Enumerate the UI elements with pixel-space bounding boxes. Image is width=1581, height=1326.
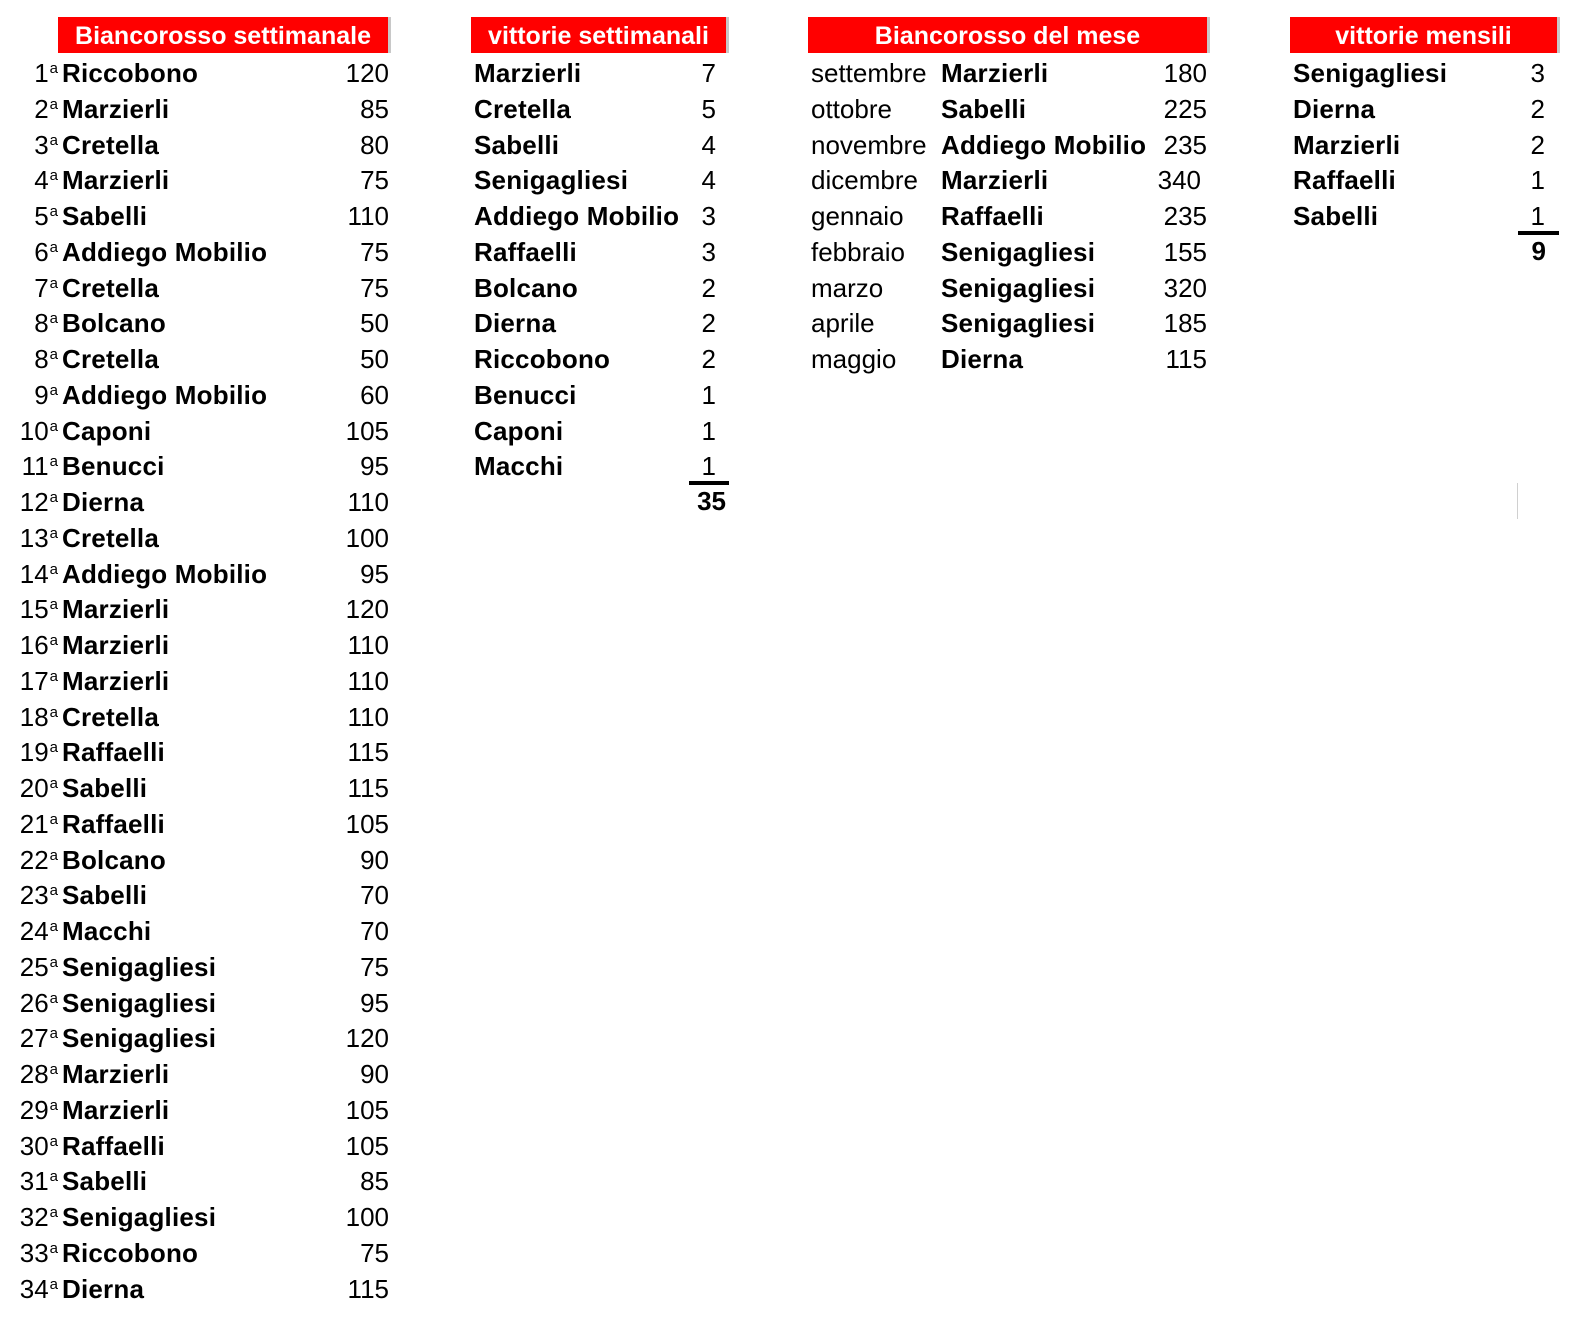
player-name: Dierna — [1293, 93, 1376, 124]
player-name: Dierna — [62, 487, 145, 517]
player-name: Cretella — [62, 272, 159, 303]
table-row — [0, 949, 395, 985]
points-value: 85 — [360, 93, 389, 124]
table-row — [0, 341, 395, 377]
rank-number: 28 — [19, 1059, 49, 1089]
player-name: Senigagliesi — [941, 236, 1096, 267]
total-value: 9 — [1531, 235, 1546, 266]
points-value: 115 — [347, 773, 389, 803]
points-value: 120 — [345, 58, 389, 88]
table-row — [0, 627, 395, 663]
points-value: 115 — [347, 1273, 389, 1304]
table-row — [1293, 55, 1545, 91]
rank-number: 23 — [19, 880, 49, 911]
player-name: Sabelli — [474, 129, 560, 160]
points-value: 70 — [360, 916, 389, 946]
player-name: Marzierli — [941, 165, 1049, 196]
table-row — [811, 127, 1207, 163]
rank-suffix: a — [49, 1239, 58, 1257]
player-name: Senigagliesi — [941, 272, 1096, 303]
points-value: 50 — [360, 344, 389, 374]
rank-suffix: a — [49, 846, 58, 864]
rank-suffix: a — [49, 918, 58, 935]
month-label: settembre — [811, 58, 927, 88]
table-row — [0, 591, 395, 627]
total-value: 35 — [697, 486, 726, 516]
table-row — [811, 341, 1207, 377]
rank-suffix: a — [49, 1025, 58, 1043]
table-row — [474, 305, 716, 341]
rank-suffix: a — [49, 274, 58, 292]
rank-suffix: a — [49, 775, 58, 792]
player-name: Marzierli — [62, 1059, 170, 1089]
points-value: 60 — [360, 379, 389, 410]
rank-number: 9 — [34, 379, 49, 410]
points-value: 110 — [347, 201, 389, 231]
table-row — [0, 520, 395, 556]
table-row — [474, 55, 716, 91]
points-value: 100 — [345, 522, 389, 553]
wins-value: 2 — [701, 272, 716, 303]
rank-number: 3 — [34, 129, 49, 160]
rank-number: 32 — [19, 1202, 49, 1232]
player-name: Bolcano — [62, 308, 166, 339]
player-name: Raffaelli — [474, 236, 577, 267]
table-row — [0, 806, 395, 842]
player-name: Dierna — [941, 344, 1024, 374]
player-name: Raffaelli — [941, 201, 1044, 231]
points-value: 100 — [345, 1202, 389, 1232]
rank-suffix: a — [49, 1061, 58, 1078]
rank-suffix: a — [49, 810, 58, 828]
rank-number: 8 — [34, 308, 49, 339]
table-row — [0, 127, 395, 163]
table-row — [1293, 91, 1545, 127]
wins-value: 4 — [701, 165, 716, 196]
player-name: Cretella — [62, 701, 159, 732]
table-row — [0, 913, 395, 949]
rank-suffix: a — [49, 739, 58, 757]
table-row — [811, 55, 1207, 91]
table-row — [1293, 162, 1545, 198]
month-label: marzo — [811, 272, 884, 303]
points-value: 235 — [1163, 129, 1207, 160]
rank-suffix: a — [49, 417, 58, 435]
wins-value: 1 — [1530, 165, 1545, 196]
points-value: 75 — [360, 165, 389, 196]
table-row — [0, 234, 395, 270]
player-name: Marzierli — [62, 93, 170, 124]
wins-value: 1 — [701, 379, 716, 410]
month-label: dicembre — [811, 165, 918, 196]
table-row — [474, 198, 716, 234]
points-value: 105 — [345, 1094, 389, 1125]
player-name: Addiego Mobilio — [62, 236, 268, 267]
points-value: 110 — [347, 630, 389, 660]
rank-number: 20 — [19, 773, 49, 803]
wins-value: 1 — [701, 451, 716, 482]
player-name: Raffaelli — [1293, 165, 1396, 196]
player-name: Senigagliesi — [1293, 58, 1448, 88]
wins-value: 2 — [1530, 93, 1545, 124]
rank-suffix: a — [49, 1132, 58, 1150]
rank-suffix: a — [49, 203, 58, 220]
points-value: 95 — [360, 558, 389, 589]
player-name: Sabelli — [1293, 201, 1379, 231]
rank-number: 15 — [19, 594, 49, 625]
rank-suffix: a — [49, 524, 58, 542]
player-name: Sabelli — [62, 1166, 148, 1197]
table-row — [811, 234, 1207, 270]
rank-number: 8 — [34, 344, 49, 374]
rank-suffix: a — [49, 596, 58, 614]
player-name: Senigagliesi — [62, 1023, 217, 1054]
rank-number: 5 — [34, 201, 49, 231]
player-name: Senigagliesi — [62, 951, 217, 982]
rank-suffix: a — [49, 60, 58, 77]
month-label: aprile — [811, 308, 875, 339]
table-row — [1293, 198, 1545, 234]
month-label: maggio — [811, 344, 897, 374]
player-name: Sabelli — [62, 201, 148, 231]
table-row — [0, 842, 395, 878]
table-row — [0, 162, 395, 198]
table-row — [0, 1020, 395, 1056]
wins-value: 2 — [701, 308, 716, 339]
player-name: Cretella — [62, 344, 159, 374]
rank-suffix: a — [49, 310, 58, 328]
player-name: Marzierli — [62, 665, 170, 696]
points-value: 115 — [1165, 344, 1207, 374]
wins-value: 7 — [701, 58, 716, 88]
player-name: Caponi — [62, 415, 152, 446]
table-row — [0, 305, 395, 341]
table-row — [0, 484, 395, 520]
player-name: Riccobono — [62, 58, 199, 88]
rank-suffix: a — [49, 131, 58, 149]
player-name: Raffaelli — [62, 1130, 165, 1161]
points-value: 115 — [347, 737, 389, 768]
rank-number: 7 — [34, 272, 49, 303]
rank-suffix: a — [49, 95, 58, 113]
month-label: novembre — [811, 129, 927, 160]
points-value: 95 — [360, 987, 389, 1018]
table-row — [0, 1056, 395, 1092]
rank-suffix: a — [49, 453, 58, 471]
player-name: Addiego Mobilio — [62, 379, 268, 410]
rank-number: 4 — [34, 165, 49, 196]
rank-number: 19 — [19, 737, 49, 768]
table-row — [811, 270, 1207, 306]
player-name: Addiego Mobilio — [62, 558, 268, 589]
rank-number: 27 — [19, 1023, 49, 1054]
monthly-header: Biancorosso del mese — [808, 17, 1210, 53]
points-value: 75 — [360, 1237, 389, 1268]
rank-number: 31 — [19, 1166, 49, 1197]
points-value: 90 — [360, 1059, 389, 1089]
table-row — [811, 198, 1207, 234]
rank-number: 34 — [19, 1273, 49, 1304]
points-value: 95 — [360, 451, 389, 482]
table-row — [0, 1128, 395, 1164]
rank-number: 29 — [19, 1094, 49, 1125]
player-name: Cretella — [62, 129, 159, 160]
points-value: 50 — [360, 308, 389, 339]
points-value: 75 — [360, 951, 389, 982]
wins-value: 3 — [1530, 58, 1545, 88]
player-name: Sabelli — [62, 880, 148, 911]
player-name: Marzierli — [62, 594, 170, 625]
rank-suffix: a — [49, 667, 58, 685]
rank-number: 16 — [19, 630, 49, 660]
player-name: Dierna — [62, 1273, 145, 1304]
rank-label — [0, 1271, 58, 1312]
player-name: Bolcano — [474, 272, 578, 303]
player-name: Senigagliesi — [62, 1202, 217, 1232]
points-value: 225 — [1163, 93, 1207, 124]
player-name: Marzierli — [1293, 129, 1401, 160]
points-value: 155 — [1163, 236, 1207, 267]
wins-value: 4 — [701, 129, 716, 160]
points-value: 105 — [345, 415, 389, 446]
player-name: Addiego Mobilio — [941, 129, 1147, 160]
points-value: 70 — [360, 880, 389, 911]
rank-number: 6 — [34, 236, 49, 267]
player-name: Sabelli — [62, 773, 148, 803]
rank-suffix: a — [49, 167, 58, 185]
player-name: Marzierli — [941, 58, 1049, 88]
table-row — [0, 877, 395, 913]
points-value: 110 — [347, 487, 389, 517]
table-row — [0, 55, 395, 91]
points-value: 110 — [347, 665, 389, 696]
player-name: Marzierli — [62, 630, 170, 660]
points-value: 235 — [1163, 201, 1207, 231]
rank-number: 17 — [19, 665, 49, 696]
wins-value: 3 — [701, 201, 716, 231]
rank-number: 33 — [19, 1237, 49, 1268]
rank-suffix: a — [49, 989, 58, 1007]
rank-number: 24 — [19, 916, 49, 946]
rank-number: 18 — [19, 701, 49, 732]
rank-number: 11 — [21, 451, 49, 482]
month-label: gennaio — [811, 201, 904, 231]
table-row — [474, 270, 716, 306]
table-row — [474, 341, 716, 377]
table-row — [0, 448, 395, 484]
table-row — [811, 91, 1207, 127]
rank-number: 30 — [19, 1130, 49, 1161]
table-row — [811, 305, 1207, 341]
player-name: Senigagliesi — [62, 987, 217, 1018]
table-row — [811, 162, 1207, 198]
points-value: 120 — [345, 594, 389, 625]
rank-number: 25 — [19, 951, 49, 982]
rank-number: 13 — [19, 522, 49, 553]
wins-value: 2 — [701, 344, 716, 374]
table-row — [0, 1235, 395, 1271]
player-name: Caponi — [474, 415, 564, 446]
table-row — [0, 377, 395, 413]
rank-number: 12 — [19, 487, 49, 517]
table-row — [0, 91, 395, 127]
player-name: Macchi — [62, 916, 152, 946]
points-value: 90 — [360, 844, 389, 875]
points-value: 185 — [1163, 308, 1207, 339]
rank-suffix: a — [49, 238, 58, 256]
table-row — [0, 198, 395, 234]
wins-value: 2 — [1530, 129, 1545, 160]
wins-value: 3 — [701, 236, 716, 267]
rank-number: 2 — [34, 93, 49, 124]
player-name: Marzierli — [474, 58, 582, 88]
rank-suffix: a — [49, 560, 58, 578]
player-name: Marzierli — [62, 165, 170, 196]
player-name: Senigagliesi — [474, 165, 629, 196]
points-value: 320 — [1163, 272, 1207, 303]
rank-suffix: a — [49, 1168, 58, 1186]
rank-number: 26 — [19, 987, 49, 1018]
table-row — [0, 1092, 395, 1128]
month-label: ottobre — [811, 93, 892, 124]
table-row — [0, 699, 395, 735]
player-name: Cretella — [474, 93, 571, 124]
wins-value: 5 — [701, 93, 716, 124]
rank-suffix: a — [49, 381, 58, 399]
table-row — [0, 1163, 395, 1199]
table-row — [474, 448, 716, 484]
rank-suffix: a — [49, 346, 58, 363]
player-name: Senigagliesi — [941, 308, 1096, 339]
player-name: Dierna — [474, 308, 557, 339]
player-name: Sabelli — [941, 93, 1027, 124]
table-row — [474, 377, 716, 413]
points-value: 340 — [1157, 165, 1201, 196]
rank-suffix: a — [49, 489, 58, 506]
table-row — [0, 770, 395, 806]
month-label: febbraio — [811, 236, 905, 267]
weekly-wins-header: vittorie settimanali — [471, 17, 729, 53]
player-name: Benucci — [474, 379, 577, 410]
wins-value: 1 — [1530, 201, 1545, 231]
rank-suffix: a — [49, 953, 58, 971]
rank-suffix: a — [49, 1275, 58, 1293]
table-row — [0, 985, 395, 1021]
table-row — [474, 413, 716, 449]
player-name: Benucci — [62, 451, 165, 482]
table-row — [0, 663, 395, 699]
rank-number: 22 — [19, 844, 49, 875]
cell-border-mark — [1517, 483, 1518, 519]
rank-suffix: a — [49, 632, 58, 649]
points-value: 110 — [347, 701, 389, 732]
player-name: Bolcano — [62, 844, 166, 875]
points-value: 75 — [360, 236, 389, 267]
player-name: Raffaelli — [62, 737, 165, 768]
table-row — [474, 234, 716, 270]
player-name: Raffaelli — [62, 808, 165, 839]
player-name: Riccobono — [62, 1237, 199, 1268]
table-row — [0, 413, 395, 449]
weekly-header: Biancorosso settimanale — [58, 17, 391, 53]
table-row — [0, 1271, 395, 1307]
points-value: 180 — [1163, 58, 1207, 88]
points-value: 105 — [345, 808, 389, 839]
monthly-wins-header: vittorie mensili — [1290, 17, 1560, 53]
points-value: 85 — [360, 1166, 389, 1197]
points-value: 105 — [345, 1130, 389, 1161]
rank-suffix: a — [49, 703, 58, 721]
points-value: 75 — [360, 272, 389, 303]
points-value: 120 — [345, 1023, 389, 1054]
table-row — [474, 127, 716, 163]
player-name: Marzierli — [62, 1094, 170, 1125]
table-row — [0, 556, 395, 592]
rank-number: 21 — [19, 808, 49, 839]
rank-suffix: a — [49, 882, 58, 900]
player-name: Macchi — [474, 451, 564, 482]
table-row — [474, 91, 716, 127]
points-value: 80 — [360, 129, 389, 160]
table-row — [0, 734, 395, 770]
player-name: Addiego Mobilio — [474, 201, 680, 231]
table-row — [1293, 127, 1545, 163]
player-name: Cretella — [62, 522, 159, 553]
table-row — [0, 1199, 395, 1235]
table-row — [0, 270, 395, 306]
rank-number: 14 — [19, 558, 49, 589]
table-row — [474, 162, 716, 198]
rank-suffix: a — [49, 1096, 58, 1114]
rank-number: 10 — [19, 415, 49, 446]
rank-suffix: a — [49, 1204, 58, 1221]
wins-value: 1 — [701, 415, 716, 446]
player-name: Riccobono — [474, 344, 611, 374]
rank-number: 1 — [34, 58, 49, 88]
